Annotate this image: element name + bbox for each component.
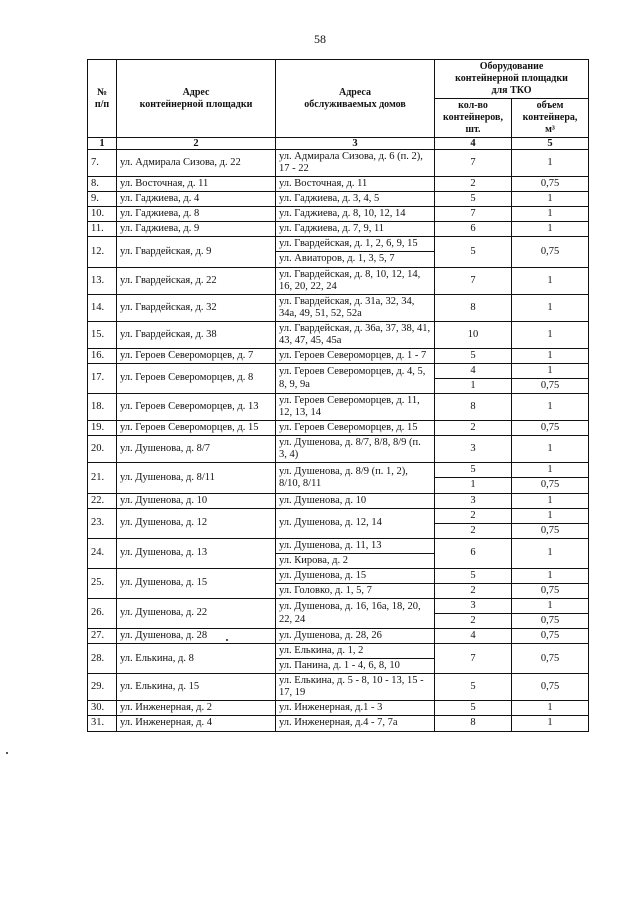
served-address: ул. Гвардейская, д. 36а, 37, 38, 41, 43, 47, 45, 45а bbox=[276, 321, 435, 348]
row-number: 15. bbox=[88, 321, 117, 348]
table-row bbox=[88, 267, 589, 294]
site-address: ул. Душенова, д. 15 bbox=[117, 568, 276, 598]
site-address: ул. Героев Североморцев, д. 15 bbox=[117, 421, 276, 436]
container-count: 3 bbox=[435, 598, 512, 613]
row-number: 31. bbox=[88, 716, 117, 731]
container-volume: 1 bbox=[512, 222, 589, 237]
container-count: 7 bbox=[435, 267, 512, 294]
container-volume: 0,75 bbox=[512, 583, 589, 598]
table-row bbox=[88, 237, 589, 252]
header-num: № п/п bbox=[88, 60, 117, 138]
site-address: ул. Инженерная, д. 2 bbox=[117, 701, 276, 716]
container-count: 2 bbox=[435, 523, 512, 538]
served-address: ул. Героев Североморцев, д. 4, 5, 8, 9, 9а bbox=[276, 363, 435, 393]
served-address: ул. Инженерная, д.1 - 3 bbox=[276, 701, 435, 716]
container-count: 2 bbox=[435, 177, 512, 192]
served-address: ул. Кирова, д. 2 bbox=[276, 553, 435, 568]
container-volume: 0,75 bbox=[512, 379, 589, 394]
container-count: 5 bbox=[435, 674, 512, 701]
header-row bbox=[88, 60, 589, 99]
table-row bbox=[88, 463, 589, 478]
container-volume: 0,75 bbox=[512, 629, 589, 644]
row-number: 30. bbox=[88, 701, 117, 716]
row-number: 8. bbox=[88, 177, 117, 192]
row-number: 20. bbox=[88, 436, 117, 463]
site-address: ул. Душенова, д. 12 bbox=[117, 508, 276, 538]
page-number: 58 bbox=[314, 32, 326, 46]
served-address: ул. Адмирала Сизова, д. 6 (п. 2), 17 - 22 bbox=[276, 150, 435, 177]
served-address: ул. Панина, д. 1 - 4, 6, 8, 10 bbox=[276, 659, 435, 674]
row-number: 28. bbox=[88, 644, 117, 674]
served-address: ул. Инженерная, д.4 - 7, 7а bbox=[276, 716, 435, 731]
table-row bbox=[88, 701, 589, 716]
container-volume: 1 bbox=[512, 294, 589, 321]
container-count: 5 bbox=[435, 463, 512, 478]
container-volume: 1 bbox=[512, 321, 589, 348]
container-volume: 1 bbox=[512, 207, 589, 222]
site-address: ул. Героев Североморцев, д. 8 bbox=[117, 363, 276, 393]
row-number: 9. bbox=[88, 192, 117, 207]
container-count: 5 bbox=[435, 348, 512, 363]
container-volume: 1 bbox=[512, 192, 589, 207]
served-address: ул. Душенова, д. 12, 14 bbox=[276, 508, 435, 538]
container-volume: 1 bbox=[512, 394, 589, 421]
container-volume: 1 bbox=[512, 716, 589, 731]
table-row bbox=[88, 348, 589, 363]
container-volume: 1 bbox=[512, 363, 589, 378]
row-number: 19. bbox=[88, 421, 117, 436]
column-number: 2 bbox=[117, 138, 276, 150]
served-address: ул. Героев Североморцев, д. 11, 12, 13, 14 bbox=[276, 394, 435, 421]
container-count: 3 bbox=[435, 436, 512, 463]
served-address: ул. Авиаторов, д. 1, 3, 5, 7 bbox=[276, 252, 435, 267]
served-address: ул. Елькина, д. 1, 2 bbox=[276, 644, 435, 659]
container-volume: 1 bbox=[512, 508, 589, 523]
table-row bbox=[88, 177, 589, 192]
table-row bbox=[88, 568, 589, 583]
container-volume: 1 bbox=[512, 267, 589, 294]
site-address: ул. Героев Североморцев, д. 7 bbox=[117, 348, 276, 363]
container-count: 5 bbox=[435, 568, 512, 583]
column-number: 4 bbox=[435, 138, 512, 150]
table-row bbox=[88, 192, 589, 207]
container-volume: 1 bbox=[512, 150, 589, 177]
header-equipment: Оборудование контейнерной площадки для ТКО bbox=[435, 60, 589, 99]
table-row bbox=[88, 150, 589, 177]
row-number: 16. bbox=[88, 348, 117, 363]
container-count: 1 bbox=[435, 478, 512, 493]
container-volume: 0,75 bbox=[512, 237, 589, 267]
table-row bbox=[88, 394, 589, 421]
container-count: 2 bbox=[435, 421, 512, 436]
container-volume: 0,75 bbox=[512, 177, 589, 192]
served-address: ул. Душенова, д. 16, 16а, 18, 20, 22, 24 bbox=[276, 598, 435, 628]
container-count: 8 bbox=[435, 716, 512, 731]
site-address: ул. Гаджиева, д. 8 bbox=[117, 207, 276, 222]
site-address: ул. Гаджиева, д. 9 bbox=[117, 222, 276, 237]
row-number: 13. bbox=[88, 267, 117, 294]
table-row bbox=[88, 644, 589, 659]
container-volume: 1 bbox=[512, 348, 589, 363]
column-number: 5 bbox=[512, 138, 589, 150]
site-address: ул. Героев Североморцев, д. 13 bbox=[117, 394, 276, 421]
container-count: 1 bbox=[435, 379, 512, 394]
container-count: 5 bbox=[435, 192, 512, 207]
site-address: ул. Душенова, д. 22 bbox=[117, 598, 276, 628]
container-count: 5 bbox=[435, 701, 512, 716]
header-count: кол-во контейнеров, шт. bbox=[435, 99, 512, 138]
row-number: 21. bbox=[88, 463, 117, 493]
served-address: ул. Душенова, д. 8/7, 8/8, 8/9 (п. 3, 4) bbox=[276, 436, 435, 463]
container-count: 4 bbox=[435, 363, 512, 378]
container-sites-table bbox=[87, 59, 589, 732]
container-count: 2 bbox=[435, 583, 512, 598]
table-row bbox=[88, 716, 589, 731]
site-address: ул. Восточная, д. 11 bbox=[117, 177, 276, 192]
table-row bbox=[88, 294, 589, 321]
column-number: 3 bbox=[276, 138, 435, 150]
table-row bbox=[88, 508, 589, 523]
site-address: ул. Душенова, д. 10 bbox=[117, 493, 276, 508]
container-volume: 1 bbox=[512, 538, 589, 568]
site-address: ул. Гвардейская, д. 9 bbox=[117, 237, 276, 267]
container-count: 3 bbox=[435, 493, 512, 508]
served-address: ул. Душенова, д. 15 bbox=[276, 568, 435, 583]
served-address: ул. Елькина, д. 5 - 8, 10 - 13, 15 - 17, 19 bbox=[276, 674, 435, 701]
row-number: 17. bbox=[88, 363, 117, 393]
site-address: ул. Гвардейская, д. 32 bbox=[117, 294, 276, 321]
served-address: ул. Душенова, д. 11, 13 bbox=[276, 538, 435, 553]
served-address: ул. Гвардейская, д. 8, 10, 12, 14, 16, 20, 22, 24 bbox=[276, 267, 435, 294]
container-volume: 1 bbox=[512, 701, 589, 716]
container-volume: 0,75 bbox=[512, 523, 589, 538]
served-address: ул. Душенова, д. 10 bbox=[276, 493, 435, 508]
served-address: ул. Головко, д. 1, 5, 7 bbox=[276, 583, 435, 598]
table-row bbox=[88, 207, 589, 222]
table-row bbox=[88, 222, 589, 237]
row-number: 29. bbox=[88, 674, 117, 701]
container-volume: 0,75 bbox=[512, 614, 589, 629]
served-address: ул. Душенова, д. 8/9 (п. 1, 2), 8/10, 8/11 bbox=[276, 463, 435, 493]
site-address: ул. Душенова, д. 28 bbox=[117, 629, 276, 644]
row-number: 18. bbox=[88, 394, 117, 421]
served-address: ул. Гвардейская, д. 1, 2, 6, 9, 15 bbox=[276, 237, 435, 252]
table-row bbox=[88, 321, 589, 348]
container-count: 2 bbox=[435, 614, 512, 629]
served-address: ул. Гаджиева, д. 3, 4, 5 bbox=[276, 192, 435, 207]
served-address: ул. Гаджиева, д. 8, 10, 12, 14 bbox=[276, 207, 435, 222]
site-address: ул. Душенова, д. 8/7 bbox=[117, 436, 276, 463]
site-address: ул. Гвардейская, д. 22 bbox=[117, 267, 276, 294]
container-count: 2 bbox=[435, 508, 512, 523]
container-count: 4 bbox=[435, 629, 512, 644]
scan-artifact bbox=[6, 752, 8, 754]
site-address: ул. Душенова, д. 8/11 bbox=[117, 463, 276, 493]
site-address: ул. Гвардейская, д. 38 bbox=[117, 321, 276, 348]
header-volume: объем контейнера, м³ bbox=[512, 99, 589, 138]
container-count: 8 bbox=[435, 294, 512, 321]
row-number: 11. bbox=[88, 222, 117, 237]
container-volume: 0,75 bbox=[512, 674, 589, 701]
row-number: 24. bbox=[88, 538, 117, 568]
container-count: 7 bbox=[435, 644, 512, 674]
table-row bbox=[88, 363, 589, 378]
header-site-address: Адрес контейнерной площадки bbox=[117, 60, 276, 138]
container-count: 6 bbox=[435, 538, 512, 568]
column-number: 1 bbox=[88, 138, 117, 150]
served-address: ул. Гвардейская, д. 31а, 32, 34, 34а, 49, 51, 52, 52а bbox=[276, 294, 435, 321]
row-number: 7. bbox=[88, 150, 117, 177]
container-volume: 1 bbox=[512, 463, 589, 478]
row-number: 23. bbox=[88, 508, 117, 538]
served-address: ул. Героев Североморцев, д. 1 - 7 bbox=[276, 348, 435, 363]
container-volume: 0,75 bbox=[512, 644, 589, 674]
table-row bbox=[88, 436, 589, 463]
served-address: ул. Героев Североморцев, д. 15 bbox=[276, 421, 435, 436]
table-row bbox=[88, 629, 589, 644]
table-body bbox=[88, 150, 589, 732]
site-address: ул. Елькина, д. 8 bbox=[117, 644, 276, 674]
table-row bbox=[88, 674, 589, 701]
site-address: ул. Душенова, д. 13 bbox=[117, 538, 276, 568]
row-number: 10. bbox=[88, 207, 117, 222]
header-served-addresses: Адреса обслуживаемых домов bbox=[276, 60, 435, 138]
table-row bbox=[88, 538, 589, 553]
container-volume: 0,75 bbox=[512, 478, 589, 493]
container-count: 8 bbox=[435, 394, 512, 421]
served-address: ул. Восточная, д. 11 bbox=[276, 177, 435, 192]
table-row bbox=[88, 598, 589, 613]
container-count: 6 bbox=[435, 222, 512, 237]
table-row bbox=[88, 421, 589, 436]
row-number: 12. bbox=[88, 237, 117, 267]
row-number: 14. bbox=[88, 294, 117, 321]
container-count: 10 bbox=[435, 321, 512, 348]
row-number: 22. bbox=[88, 493, 117, 508]
column-numbers-row bbox=[88, 138, 589, 150]
table-row bbox=[88, 493, 589, 508]
site-address: ул. Елькина, д. 15 bbox=[117, 674, 276, 701]
served-address: ул. Душенова, д. 28, 26 bbox=[276, 629, 435, 644]
site-address: ул. Гаджиева, д. 4 bbox=[117, 192, 276, 207]
row-number: 25. bbox=[88, 568, 117, 598]
site-address: ул. Инженерная, д. 4 bbox=[117, 716, 276, 731]
container-volume: 1 bbox=[512, 493, 589, 508]
container-volume: 1 bbox=[512, 568, 589, 583]
container-count: 5 bbox=[435, 237, 512, 267]
row-number: 26. bbox=[88, 598, 117, 628]
site-address: ул. Адмирала Сизова, д. 22 bbox=[117, 150, 276, 177]
scan-artifact bbox=[226, 639, 228, 641]
row-number: 27. bbox=[88, 629, 117, 644]
container-volume: 1 bbox=[512, 436, 589, 463]
container-count: 7 bbox=[435, 207, 512, 222]
container-volume: 1 bbox=[512, 598, 589, 613]
container-count: 7 bbox=[435, 150, 512, 177]
served-address: ул. Гаджиева, д. 7, 9, 11 bbox=[276, 222, 435, 237]
container-volume: 0,75 bbox=[512, 421, 589, 436]
